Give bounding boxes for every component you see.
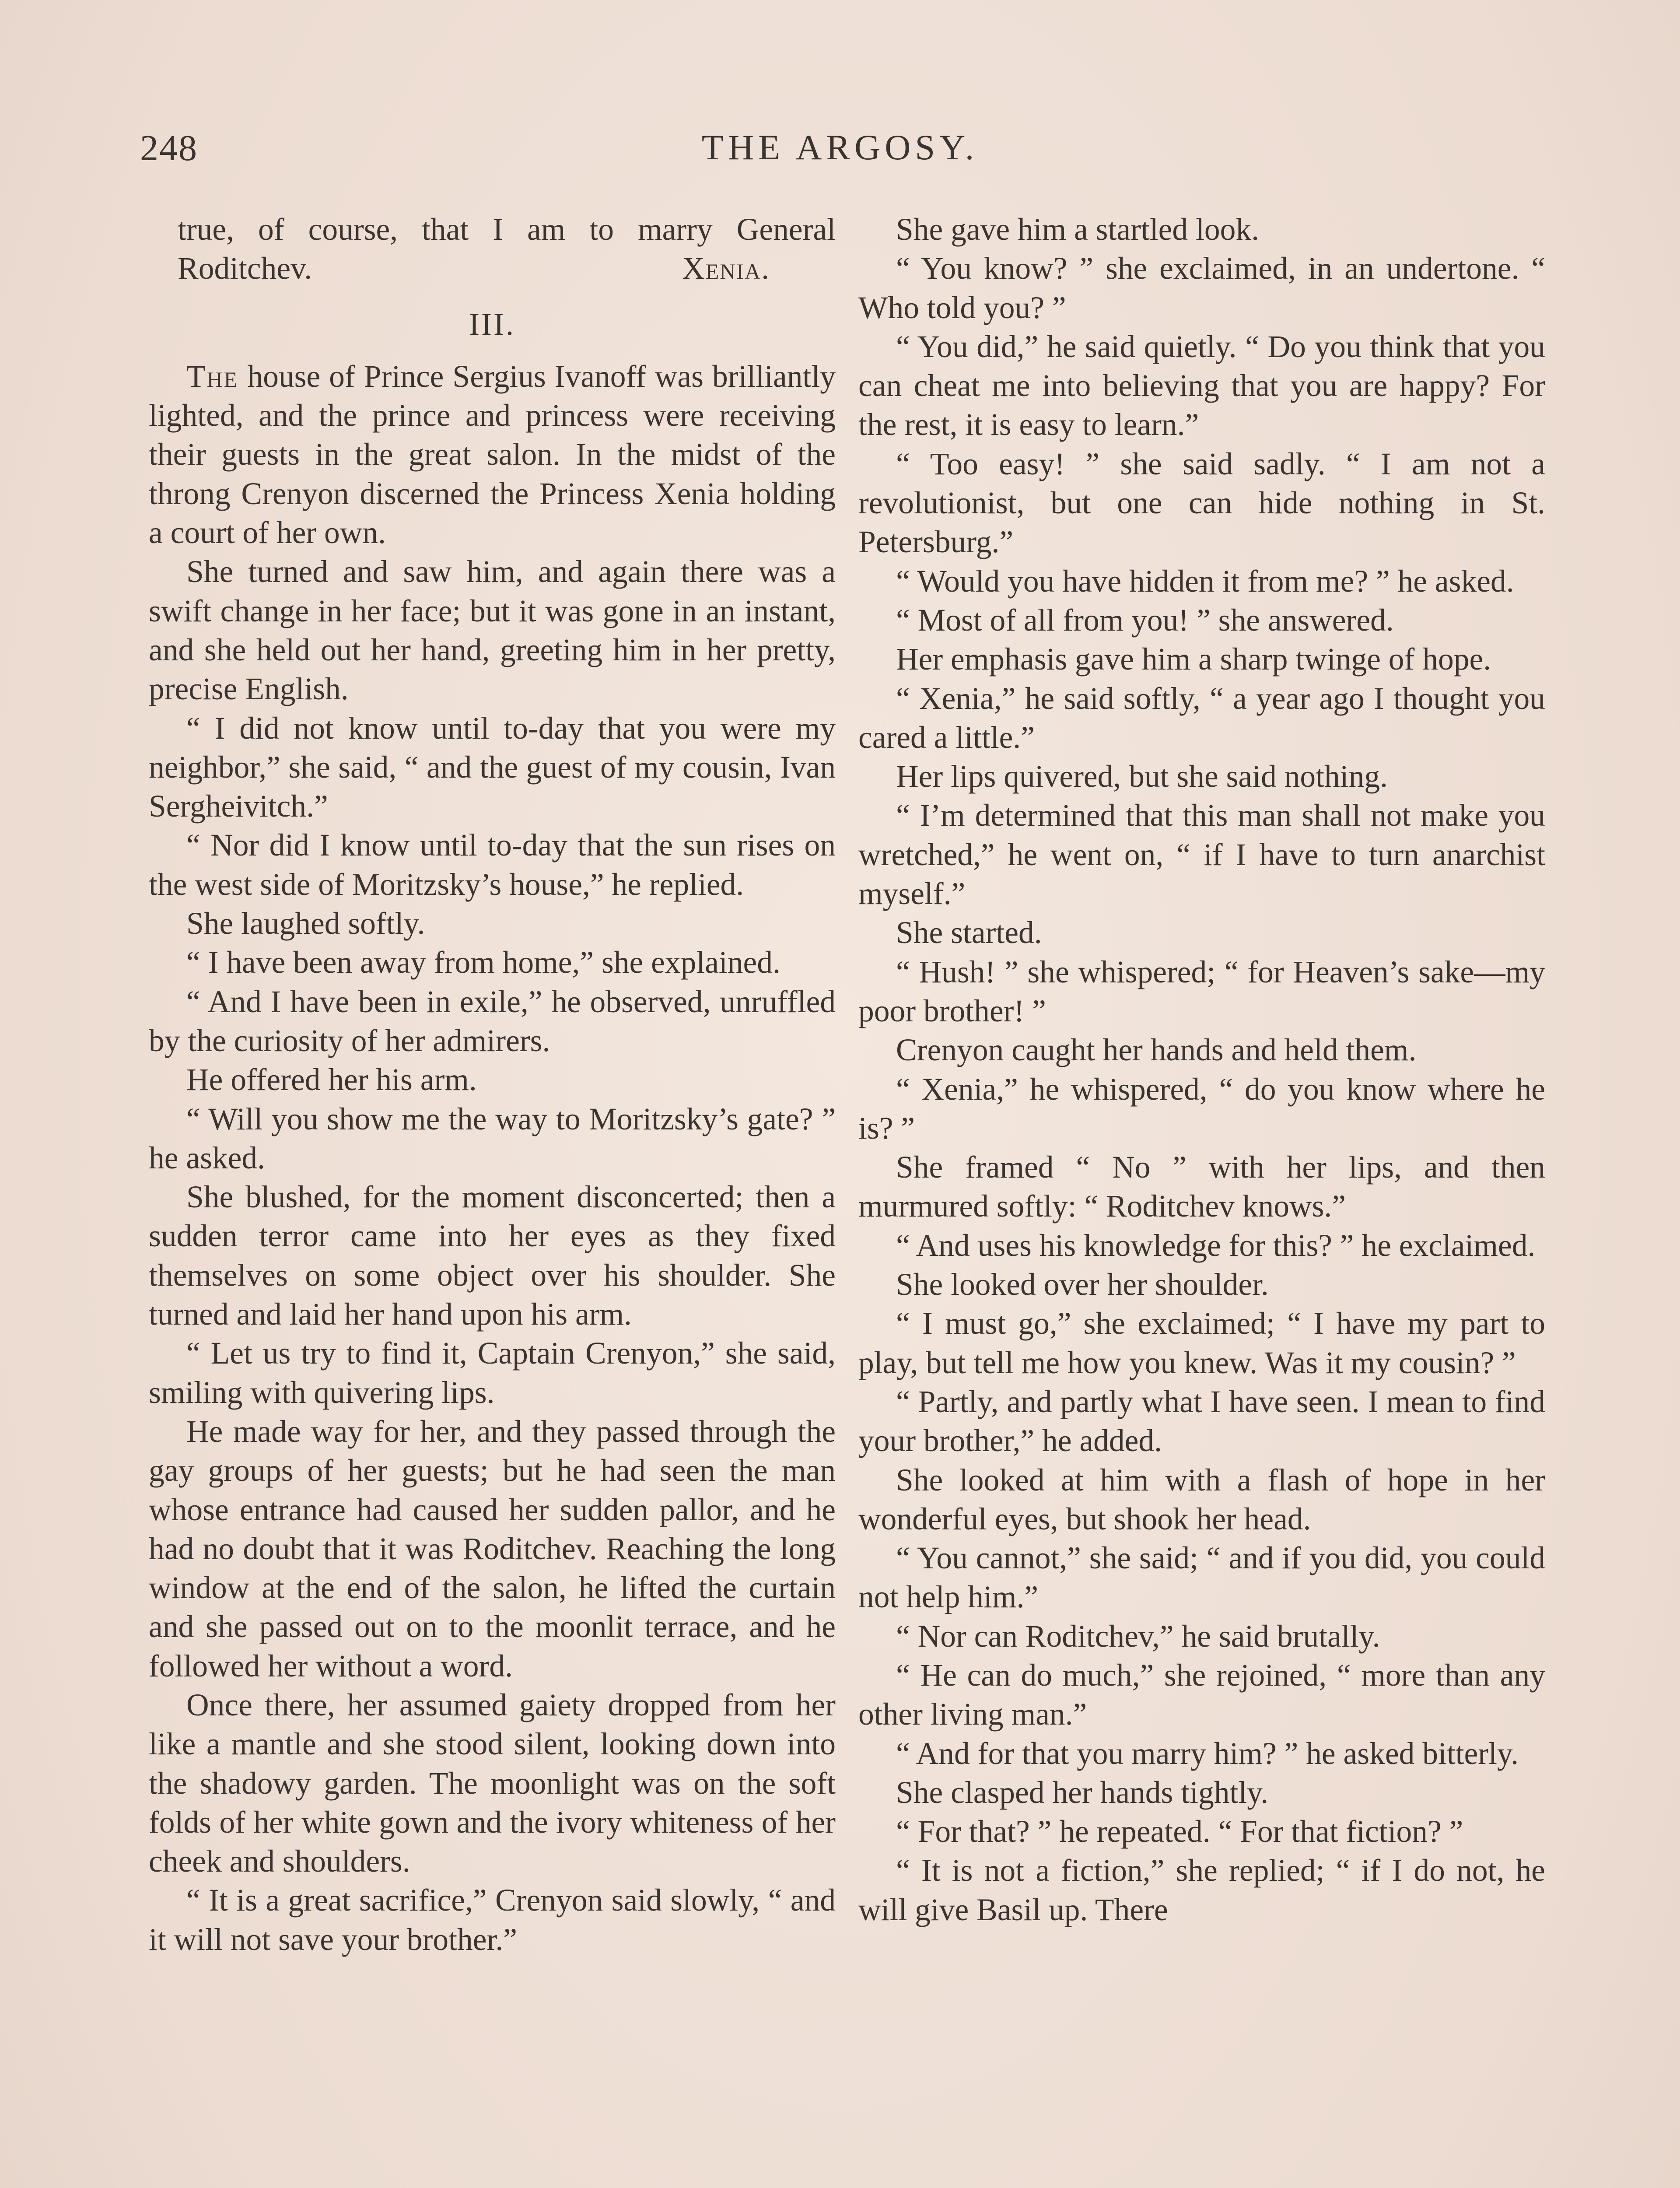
paragraph [149,1412,836,1686]
paragraph [858,249,1545,327]
paragraph [149,826,836,904]
paragraph-text: “ I’m determined that this man shall not make you wretched,” he went on, “ if I have to turn anarchist myself.” [858,798,1545,912]
paragraph-text: Crenyon caught her hands and held them. [896,1033,1417,1068]
left-column [149,210,836,1959]
running-head [140,127,1540,188]
paragraph [149,1100,836,1178]
paragraph [149,357,836,552]
paragraph-text: “ I must go,” she exclaimed; “ I have my part to play, but tell me how you knew. Was it my cousin? ” [858,1306,1545,1380]
paragraph-text: She looked at him with a flash of hope in her wonderful eyes, but shook her head. [858,1462,1545,1536]
paragraph-text: “ And I have been in exile,” he observed, unruffled by the curiosity of her admirers. [149,984,836,1058]
paragraph-text: She started. [896,915,1042,950]
paragraph [858,953,1545,1031]
paragraph [149,943,836,982]
paragraph-text: She looked over her shoulder. [896,1267,1269,1302]
paragraph-text: She gave him a startled look. [896,212,1260,247]
paragraph [858,562,1545,601]
paragraph-text: “ And uses his knowledge for this? ” he exclaimed. [896,1228,1536,1263]
paragraph-text: “ Hush! ” she whispered; “ for Heaven’s sake—my poor brother! ” [858,954,1545,1028]
paragraph [858,796,1545,913]
paragraph [858,445,1545,562]
paragraph [858,913,1545,952]
paragraph-text: She framed “ No ” with her lips, and then murmured softly: “ Roditchev knows.” [858,1150,1545,1224]
paragraph [149,982,836,1061]
paragraph [149,1178,836,1334]
paragraph-text: “ Xenia,” he whispered, “ do you know where he is? ” [858,1072,1545,1146]
letter-signature: Xenia. [682,251,770,286]
paragraph [149,904,836,943]
paragraph [858,640,1545,679]
paragraph-text: She clasped her hands tightly. [896,1775,1269,1810]
paragraph-text: She laughed softly. [186,906,425,941]
paragraph [858,1031,1545,1069]
paragraph-text: “ Nor did I know until to-day that the sun rises on the west side of Moritzsky’s house,” he replied. [149,828,836,902]
paragraph [858,1265,1545,1304]
paragraph [149,210,836,288]
paragraph [858,1382,1545,1461]
paragraph [149,1334,836,1412]
paragraph-text: “ Too easy! ” she said sadly. “ I am not a revolutionist, but one can hide nothing in St. Petersburg.” [858,446,1545,560]
paragraph [858,1656,1545,1734]
paragraph-text: “ Let us try to find it, Captain Crenyon,” she said, smiling with quivering lips. [149,1336,836,1410]
paragraph-text: “ Most of all from you! ” she answered. [896,603,1394,638]
paragraph [858,1226,1545,1265]
paragraph-text: true, of course, that I am to marry General Roditchev. [178,212,836,286]
paragraph [858,1851,1545,1929]
paragraph [149,709,836,826]
paragraph-text: house of Prince Sergius Ivanoff was brilliantly lighted, and the prince and princess were receiving their guests in the great salon. In the midst of the throng Crenyon discerned the Princess Xenia holding a court of her own. [149,359,836,551]
paragraph-text: “ Nor can Roditchev,” he said brutally. [896,1619,1380,1654]
paragraph-text: “ For that? ” he repeated. “ For that fiction? ” [896,1814,1463,1849]
section-heading [149,305,836,344]
paragraph-text: “ You know? ” she exclaimed, in an undertone. “ Who told you? ” [858,251,1545,325]
paragraph-text: Her lips quivered, but she said nothing. [896,759,1388,794]
paragraph-text: III. [469,306,515,342]
paragraph [858,757,1545,796]
lead-word: The [186,359,239,394]
paragraph-text: “ And for that you marry him? ” he asked bitterly. [896,1736,1519,1771]
paragraph [858,1812,1545,1851]
paragraph [858,1617,1545,1656]
paragraph-text: “ I did not know until to-day that you were my neighbor,” she said, “ and the guest of my cousin, Ivan Sergheivitch.” [149,711,836,824]
paragraph-text: She turned and saw him, and again there was a swift change in her face; but it was gone in an instant, and she held out her hand, greeting him in her pretty, precise English. [149,554,836,707]
paragraph [858,327,1545,445]
paragraph-text: He offered her his arm. [186,1062,477,1098]
paragraph [858,210,1545,249]
paragraph-text: “ He can do much,” she rejoined, “ more than any other living man.” [858,1658,1545,1732]
paragraph [858,679,1545,757]
paragraph [858,1539,1545,1617]
paragraph [858,601,1545,640]
page-number: 248 [140,128,198,168]
paragraph-text: Her emphasis gave him a sharp twinge of hope. [896,642,1491,677]
paragraph-text: He made way for her, and they passed through the gay groups of her guests; but he had seen the man whose entrance had caused her sudden pallor, and he had no doubt that it was Roditchev. Reaching the long window at the end of the salon, he lifted the curtain and she passed out on to the moonlit terrace, and he followed her without a word. [149,1414,836,1683]
paragraph [858,1304,1545,1382]
paragraph-text: “ You did,” he said quietly. “ Do you think that you can cheat me into believing that you are happy? For the rest, it is easy to learn.” [858,329,1545,442]
paragraph-text: “ Xenia,” he said softly, “ a year ago I thought you cared a little.” [858,681,1545,755]
paragraph-text: “ I have been away from home,” she explained. [186,945,780,980]
paragraph [149,1060,836,1099]
paragraph [149,1686,836,1881]
paragraph-text: She blushed, for the moment disconcerted; then a sudden terror came into her eyes as they fixed themselves on some object over his shoulder. She turned and laid her hand upon his arm. [149,1180,836,1332]
running-title: THE ARGOSY. [701,127,979,167]
paragraph [858,1148,1545,1226]
paragraph [858,1734,1545,1773]
paragraph [149,1881,836,1959]
paragraph-text: “ It is not a fiction,” she replied; “ if I do not, he will give Basil up. There [858,1853,1545,1927]
paragraph-text: Once there, her assumed gaiety dropped from her like a mantle and she stood silent, looking down into the shadowy garden. The moonlight was on the soft folds of her white gown and the ivory whiteness of her cheek and shoulders. [149,1687,836,1879]
paragraph-text: “ Would you have hidden it from me? ” he asked. [896,564,1514,599]
paragraph-text: “ Will you show me the way to Moritzsky’s gate? ” he asked. [149,1101,836,1175]
paragraph [858,1773,1545,1812]
paragraph-text: “ You cannot,” she said; “ and if you did, you could not help him.” [858,1541,1545,1615]
right-column [858,210,1545,1929]
paragraph-text: “ Partly, and partly what I have seen. I mean to find your brother,” he added. [858,1384,1545,1459]
paragraph-text: “ It is a great sacrifice,” Crenyon said slowly, “ and it will not save your brother.” [149,1883,836,1957]
paragraph [149,552,836,708]
paragraph [858,1070,1545,1148]
paragraph [858,1461,1545,1539]
